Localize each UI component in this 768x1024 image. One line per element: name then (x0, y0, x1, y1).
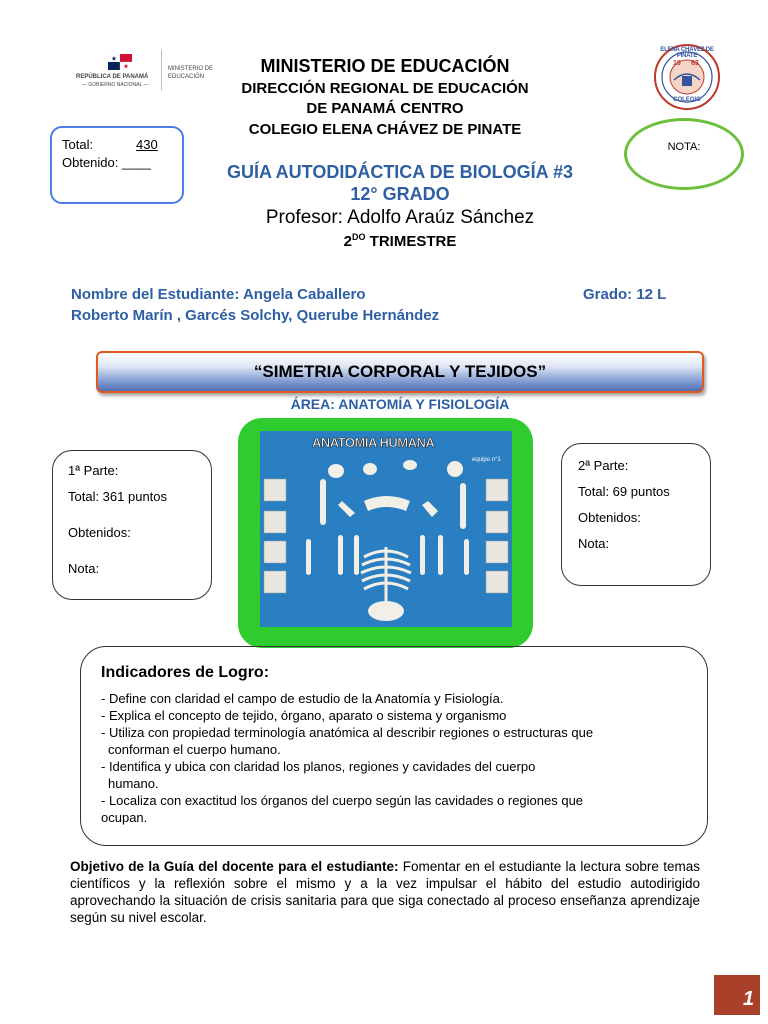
regional-direction: DIRECCIÓN REGIONAL DE EDUCACIÓN (241, 80, 529, 97)
indicator-line: - Utiliza con propiedad terminología anatómica al describir regiones o estructuras que (101, 725, 594, 740)
logo-government-text: — GOBIERNO NACIONAL — (82, 82, 149, 88)
topic-title: “SIMETRIA CORPORAL Y TEJIDOS” (253, 362, 547, 381)
indicator-line: - Identifica y ubica con claridad los planos, regiones y cavidades del cuerpo (101, 759, 536, 774)
seal-year-right: 63 (691, 60, 699, 67)
part1-obtained: Obtenidos: (68, 525, 131, 540)
anatomy-image (260, 431, 512, 627)
anatomy-image-tag: equipo n°1 (472, 457, 501, 463)
panama-government-logo (68, 46, 218, 98)
part2-box (561, 443, 711, 586)
logo-divider (161, 50, 162, 90)
part2-title: 2ª Parte: (578, 458, 629, 473)
part2-obtained: Obtenidos: (578, 510, 641, 525)
trimester-word: TRIMESTRE (365, 233, 457, 250)
topic-banner (96, 351, 704, 393)
ministry-title: MINISTERIO DE EDUCACIÓN (260, 56, 510, 76)
seal-top-text: ELENA CHÁVEZ DE PINATE (660, 47, 714, 59)
seal-year-left: 19 (673, 60, 681, 67)
objective-text: Fomentar en el estudiante la lectura sobre temas científicos y la reflexión sobre el mismo y a la vez impulsar el hábito del estudio autodirigido aprovechando la situación de crisis sanitaria para que siga conectado al proceso enseñanza aprendizaje según su nivel escolar. (70, 859, 700, 925)
part1-title: 1ª Parte: (68, 463, 119, 478)
indicator-line: - Define con claridad el campo de estudio de la Anatomía y Fisiología. (101, 691, 504, 706)
seal-bottom-text: COLEGIO (673, 97, 701, 103)
part2-nota: Nota: (578, 536, 610, 551)
logo-ministry-line1: MINISTERIO DE (168, 66, 214, 72)
page-number (714, 975, 760, 1015)
objective-paragraph (70, 858, 700, 926)
indicator-line: - Explica el concepto de tejido, órgano, aparato o sistema y organismo (101, 708, 507, 723)
teacher-name: Profesor: Adolfo Araúz Sánchez (265, 207, 535, 228)
school-seal (652, 42, 722, 112)
grade-heading: 12° GRADO (350, 184, 450, 204)
indicator-line: humano. (108, 776, 159, 791)
trimester-number: 2 (343, 233, 352, 250)
school-name: COLEGIO ELENA CHÁVEZ DE PINATE (248, 121, 522, 138)
part1-nota: Nota: (68, 561, 100, 576)
area-subtitle: ÁREA: ANATOMÍA Y FISIOLOGÍA (290, 396, 510, 412)
nota-label: NOTA: (667, 141, 701, 153)
region-name: DE PANAMÁ CENTRO (306, 100, 464, 117)
student-name-line2: Roberto Marín , Garcés Solchy, Querube Hernández (71, 307, 440, 324)
score-obtained-field: Obtenido: ____ (62, 155, 151, 170)
indicator-line: ocupan. (101, 810, 148, 825)
objective-label: Objetivo de la Guía del docente para el estudiante: (70, 859, 399, 874)
anatomy-image-caption: ANATOMIA HUMANA (312, 435, 435, 450)
indicators-title: Indicadores de Logro: (101, 664, 270, 681)
trimester-superscript: DO (352, 232, 366, 242)
logo-country-text: REPÚBLICA DE PANAMÁ (76, 74, 149, 80)
indicators-list (101, 690, 701, 826)
student-grade: Grado: 12 L (583, 286, 667, 303)
page-number-text: 1 (742, 988, 754, 1010)
indicators-box (80, 646, 708, 846)
guide-title: GUÍA AUTODIDÁCTICA DE BIOLOGÍA #3 (226, 162, 574, 182)
part1-total: Total: 361 puntos (68, 489, 168, 504)
part1-box (52, 450, 212, 600)
panama-flag-icon (108, 54, 132, 70)
score-total-value: 430 (136, 137, 158, 152)
score-total-label: Total: (62, 137, 94, 152)
student-name-line1: Nombre del Estudiante: Angela Caballero (71, 286, 366, 303)
part2-total: Total: 69 puntos (578, 484, 670, 499)
indicator-line: conforman el cuerpo humano. (108, 742, 281, 757)
logo-ministry-line2: EDUCACIÓN (168, 74, 205, 80)
indicator-line: - Localiza con exactitud los órganos del cuerpo según las cavidades o regiones que (101, 793, 584, 808)
trimester (250, 232, 550, 250)
